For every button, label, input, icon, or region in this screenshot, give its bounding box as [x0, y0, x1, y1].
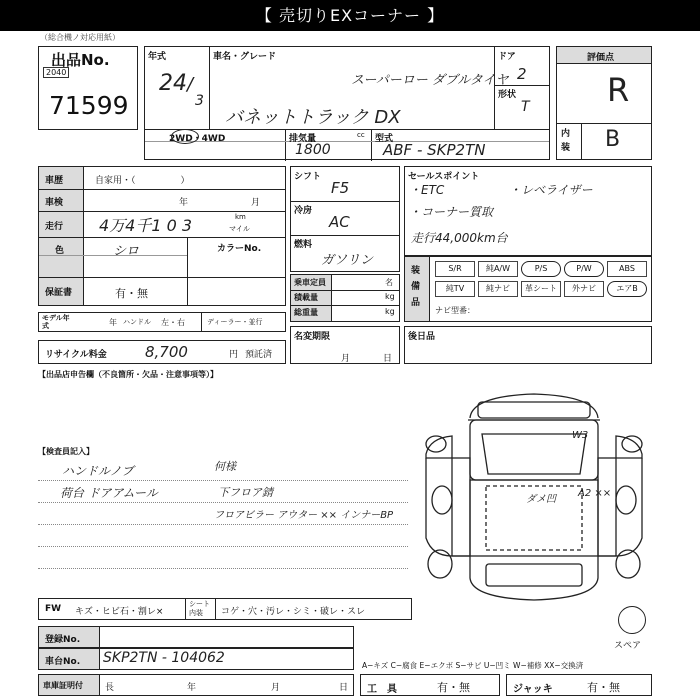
warranty-label: 保証書	[45, 288, 73, 298]
fuel-value: ガソリン	[321, 253, 374, 268]
mileage-unit-mile: マイル	[229, 225, 250, 233]
sales-point-4: 走行44,000km台	[411, 231, 508, 245]
expiry-label: 名変期限	[294, 332, 331, 342]
damage-mark-dent: ダメ凹	[526, 494, 556, 505]
expiry-day-unit: 日	[383, 354, 393, 364]
top-banner: 【 売切りEXコーナー 】	[0, 0, 700, 31]
shape-label: 形状	[498, 90, 517, 100]
mileage-value: 4万4千1 0 3	[99, 216, 193, 235]
displacement-unit: cc	[357, 131, 365, 139]
warranty-value: 有・無	[115, 287, 148, 300]
spare-tire-icon	[618, 606, 646, 634]
model-year-row	[38, 312, 286, 332]
history-label: 車歴	[45, 176, 64, 186]
interior-label: 内装	[561, 129, 571, 153]
sales-points-box	[404, 166, 652, 256]
ac-value: AC	[329, 213, 350, 231]
expiry-month-unit: 月	[341, 354, 351, 364]
load-unit: kg	[385, 292, 395, 301]
sales-point-3: ・コーナー質取	[409, 205, 494, 219]
damage-mark-w3: W3	[572, 430, 589, 441]
doors-value: 2	[517, 65, 527, 83]
capacity-label: 乗車定員	[294, 278, 326, 287]
cert-c2: 年	[187, 683, 197, 693]
month-value: 3	[195, 93, 204, 109]
nav-model-label: ナビ型番：	[435, 306, 475, 315]
seat-items: コゲ・穴・汚レ・シミ・破レ・スレ	[221, 607, 366, 617]
fw-items: キズ・ヒビ石・割レ×	[75, 607, 164, 617]
cert-row	[38, 674, 354, 696]
vehicle-header-box: 年式 24 / 3 車名・グレード スーパーロー ダブルタイヤ バネットトラック DX ドア 2 形状 T 2WD・4WD 排気量 cc 1800 型式 ABF - SKP2TN	[144, 46, 550, 160]
equipment-option: エアB	[607, 281, 647, 297]
interior-value: B	[605, 127, 621, 152]
registration-label: 登録No.	[45, 635, 81, 645]
sales-points-label: セールスポイント	[408, 172, 480, 182]
inspector-note-2: 荷台 ドアアムール	[60, 486, 158, 500]
handle-value: 左・右	[161, 318, 185, 327]
damage-legend: A−キズ C−腐食 E−エクボ S−サビ U−凹ミ W−補修 XX−交換済	[362, 661, 584, 670]
color-value: シロ	[113, 244, 140, 259]
equipment-option: P/S	[521, 261, 561, 277]
jack-row	[506, 674, 652, 696]
cert-c4: 日	[339, 683, 349, 693]
model-year-unit: 年	[109, 318, 117, 327]
color-label: 色	[55, 246, 65, 256]
equipment-option: 革シート	[521, 281, 561, 297]
recycle-row	[38, 340, 286, 364]
equipment-box	[404, 256, 652, 322]
capacity-table	[290, 274, 400, 322]
lot-box	[38, 46, 138, 130]
cert-label: 車庫証明付	[43, 681, 83, 690]
displacement-value: 1800	[295, 142, 331, 158]
equipment-label: 装備品	[411, 266, 421, 308]
ac-label: 冷房	[294, 206, 313, 216]
fw-legend-row	[38, 598, 412, 620]
cert-c1: 長	[105, 683, 115, 693]
car-damage-diagram	[412, 388, 656, 604]
color-no-label: カラーNo.	[217, 244, 262, 254]
later-label: 後日品	[408, 332, 436, 342]
registration-row	[38, 626, 354, 648]
load-label: 積載量	[294, 293, 318, 302]
inspection-label: 車検	[45, 198, 64, 208]
shift-value: F5	[331, 179, 350, 197]
tools-value: 有・無	[437, 681, 470, 694]
fuel-label: 燃料	[294, 240, 313, 250]
chassis-value: SKP2TN - 104062	[103, 650, 225, 666]
recycle-deposit: 預託済	[245, 350, 273, 360]
equipment-option: P/W	[564, 261, 604, 277]
later-box	[404, 326, 652, 364]
equipment-option: 純A/W	[478, 261, 518, 277]
tools-row	[360, 674, 500, 696]
lot-number: 71599	[49, 91, 129, 120]
equipment-option: ABS	[607, 261, 647, 277]
inspector-note-3: 何様	[214, 460, 236, 473]
lot-title: 出品No.	[51, 51, 110, 69]
sales-point-2: ・レベライザー	[509, 183, 593, 197]
drive-label: 2WD・4WD	[169, 134, 226, 144]
shape-value: T	[521, 99, 530, 115]
inspector-note-1: ハンドルノブ	[62, 464, 134, 478]
mileage-unit-km: km	[235, 213, 246, 221]
sales-point-1: ・ETC	[409, 183, 445, 197]
fw-label: FW	[45, 604, 62, 614]
jack-label: ジャッキ	[513, 684, 553, 695]
form-type-note: （総合機ノ対応用紙）	[40, 33, 120, 42]
equipment-option: 純ナビ	[478, 281, 518, 297]
tools-label: 工 具	[367, 684, 397, 695]
weight-unit: kg	[385, 307, 395, 316]
chassis-row	[38, 648, 354, 670]
inspection-month-unit: 月	[251, 198, 261, 208]
score-label: 評価点	[587, 53, 615, 63]
equipment-option: 純TV	[435, 281, 475, 297]
inspector-note-5: フロアビラー アウター ×× インナーBP	[214, 510, 394, 521]
equipment-option: 外ナビ	[564, 281, 604, 297]
recycle-unit: 円	[229, 350, 239, 360]
model-code-label: 型式	[375, 134, 394, 144]
spare-label: スペア	[614, 641, 642, 651]
year-label: 年式	[148, 52, 167, 62]
inspector-header: 【検査員記入】	[38, 447, 94, 456]
jack-value: 有・無	[587, 681, 620, 694]
capacity-unit: 名	[385, 278, 393, 287]
shift-cell	[290, 166, 400, 272]
notes-header: 【出品店申告欄（不良箇所・欠品・注意事項等）】	[38, 370, 218, 379]
damage-mark-a2: A2 ××	[578, 488, 612, 499]
weight-label: 総重量	[294, 308, 318, 317]
chassis-label: 車台No.	[45, 657, 81, 667]
drive-mark-circle	[171, 129, 199, 144]
spec-table	[38, 166, 286, 306]
equipment-option: S/R	[435, 261, 475, 277]
doors-label: ドア	[498, 52, 516, 62]
mileage-label: 走行	[45, 222, 64, 232]
year-value: 24	[159, 71, 187, 96]
cert-c3: 月	[271, 683, 281, 693]
expiry-cell	[290, 326, 400, 364]
handle-label: ハンドル	[123, 318, 151, 326]
dealer-label: ディーラー・並行	[207, 318, 263, 326]
score-box	[556, 46, 652, 160]
lot-badge: 2040	[43, 67, 69, 78]
shift-label: シフト	[294, 172, 322, 182]
score-value: R	[607, 71, 630, 109]
model-year-label: モデル年式	[42, 314, 70, 330]
model-name-handwritten: バネットトラック DX	[225, 107, 401, 128]
grade-handwritten: スーパーロー ダブルタイヤ	[351, 73, 509, 88]
recycle-value: 8,700	[145, 343, 188, 361]
history-value: 自家用・（ ）	[95, 176, 190, 186]
model-code-value: ABF - SKP2TN	[383, 141, 486, 159]
model-label: 車名・グレード	[213, 52, 277, 62]
inspector-note-4: 下フロア錆	[218, 486, 273, 499]
displacement-label: 排気量	[289, 134, 317, 144]
seat-label: シート内装	[189, 600, 210, 617]
recycle-label: リサイクル料金	[45, 350, 107, 360]
inspection-year-unit: 年	[179, 198, 189, 208]
